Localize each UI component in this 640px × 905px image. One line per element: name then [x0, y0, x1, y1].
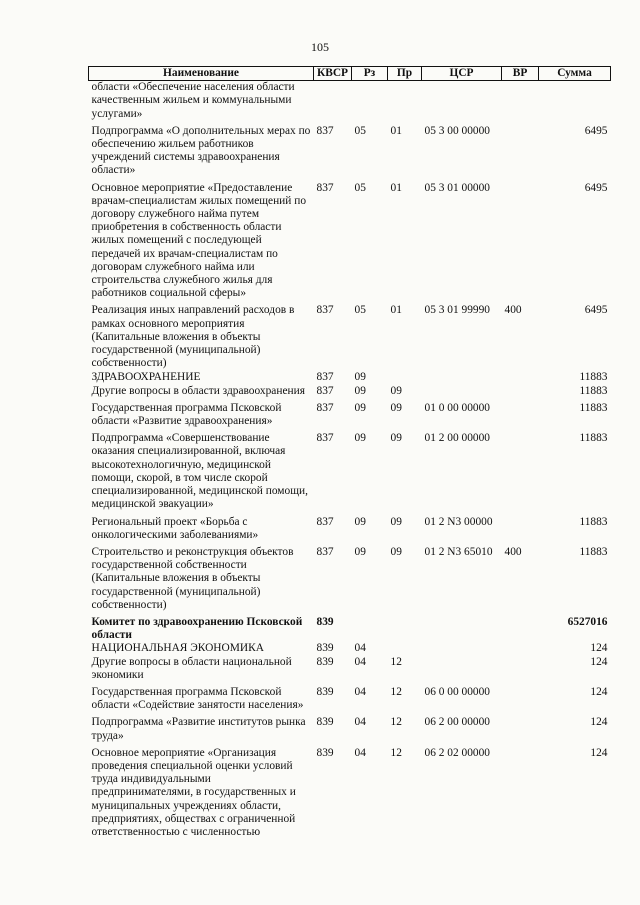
cell-name: Подпрограмма «Совершенствование оказания специализированной, включая высокотехнологичную, медицинской помощи, скорой, в том числе скорой специализированной, медицинской помощи, медицинской эвакуации»: [91, 432, 308, 511]
cell-name: ЗДРАВООХРАНЕНИЕ: [91, 371, 201, 384]
cell-kvsr: 837: [316, 515, 334, 528]
cell-sum: 11883: [579, 371, 608, 384]
table-row: [89, 428, 611, 511]
cell-name: области «Обеспечение населения области качественным жильем и коммунальными услугами»: [91, 81, 295, 120]
cell-name: Строительство и реконструкция объектов государственной собственности (Капитальные вложения в объекты государственной (муниципальной) собственности): [91, 545, 294, 611]
cell-vr: [502, 743, 539, 839]
cell-csr: 01 2 N3 00000: [424, 515, 493, 528]
cell-sum: 6495: [584, 181, 608, 194]
cell-rz: 09: [354, 371, 366, 384]
cell-vr: [502, 398, 539, 428]
cell-pr: [388, 370, 422, 384]
cell-sum: 124: [590, 685, 608, 698]
cell-pr: 09: [390, 401, 402, 414]
cell-vr: 400: [504, 304, 522, 317]
cell-sum: 11883: [579, 384, 608, 397]
cell-rz: 09: [354, 384, 366, 397]
budget-table: [88, 66, 611, 839]
cell-csr: 05 3 01 99990: [424, 304, 490, 317]
table-row: [89, 612, 611, 642]
cell-csr: [422, 612, 502, 642]
cell-pr: 09: [390, 515, 402, 528]
cell-vr: [502, 512, 539, 542]
cell-kvsr: 839: [316, 655, 334, 668]
cell-vr: [502, 656, 539, 682]
cell-vr: [502, 370, 539, 384]
cell-sum: 11883: [579, 401, 608, 414]
table-row: [89, 512, 611, 542]
cell-csr: 01 2 00 00000: [424, 432, 490, 445]
cell-pr: 12: [390, 685, 402, 698]
cell-rz: 04: [354, 716, 366, 729]
cell-rz: 05: [354, 181, 366, 194]
cell-kvsr: 837: [316, 384, 334, 397]
cell-rz: 09: [354, 401, 366, 414]
cell-kvsr: 839: [316, 615, 334, 628]
cell-csr: [422, 656, 502, 682]
table-row: [89, 300, 611, 370]
header-sum: Сумма: [539, 67, 611, 81]
table-row: [89, 81, 611, 121]
table-row: [89, 398, 611, 428]
cell-pr: 09: [390, 384, 402, 397]
cell-name: Государственная программа Псковской области «Содействие занятости населения»: [91, 685, 304, 712]
cell-rz: 04: [354, 746, 366, 759]
cell-rz: 05: [354, 124, 366, 137]
cell-kvsr: 839: [316, 642, 334, 655]
cell-csr: [422, 385, 502, 398]
cell-csr: 06 2 00 00000: [424, 716, 490, 729]
cell-vr: 400: [504, 545, 522, 558]
cell-vr: [502, 121, 539, 178]
cell-vr: [502, 712, 539, 742]
cell-pr: 12: [390, 746, 402, 759]
cell-sum: 124: [590, 746, 608, 759]
cell-pr: 09: [390, 432, 402, 445]
cell-sum: 6527016: [567, 615, 608, 628]
cell-name: Государственная программа Псковской области «Развитие здравоохранения»: [91, 401, 282, 428]
cell-name: Региональный проект «Борьба с онкологическими заболеваниями»: [91, 515, 259, 541]
cell-rz: 09: [354, 545, 366, 558]
cell-name: Подпрограмма «Развитие институтов рынка труда»: [91, 716, 306, 742]
header-pr: Пр: [388, 67, 422, 81]
cell-csr: 06 2 02 00000: [424, 746, 490, 759]
cell-kvsr: [314, 81, 352, 121]
cell-sum: 11883: [579, 432, 608, 445]
cell-kvsr: 837: [316, 432, 334, 445]
header-csr: ЦСР: [422, 67, 502, 81]
cell-name: Другие вопросы в области национальной экономики: [91, 655, 292, 681]
cell-sum: 11883: [579, 545, 608, 558]
cell-rz: [352, 612, 388, 642]
table-row: [89, 178, 611, 301]
table-header-row: [89, 67, 611, 81]
cell-csr: [422, 642, 502, 655]
cell-pr: 12: [390, 716, 402, 729]
cell-csr: 01 0 00 00000: [424, 401, 490, 414]
page-number: 105: [311, 40, 329, 54]
cell-pr: [388, 612, 422, 642]
table-row: [89, 656, 611, 682]
table-row: [89, 682, 611, 712]
cell-kvsr: 837: [316, 371, 334, 384]
cell-rz: 09: [354, 432, 366, 445]
header-vr: ВР: [502, 67, 539, 81]
cell-rz: [352, 81, 388, 121]
cell-rz: 05: [354, 304, 366, 317]
cell-sum: 124: [590, 716, 608, 729]
table-row: [89, 712, 611, 742]
cell-csr: 01 2 N3 65010: [424, 545, 493, 558]
cell-csr: 05 3 00 00000: [424, 124, 490, 137]
cell-sum: 124: [590, 655, 608, 668]
cell-kvsr: 837: [316, 181, 334, 194]
cell-name: Подпрограмма «О дополнительных мерах по обеспечению жильем работников учреждений системы здравоохранения области»: [91, 124, 311, 177]
cell-name: Другие вопросы в области здравоохранения: [91, 384, 305, 397]
cell-name: Основное мероприятие «Организация проведения специальной оценки условий труда индивидуальными предпринимателями, в государственных и муниципальных учреждениях области, предприятиях, обществах с ограниченной ответственностью с численностью: [91, 746, 296, 838]
cell-kvsr: 839: [316, 746, 334, 759]
cell-kvsr: 837: [316, 124, 334, 137]
cell-pr: 01: [390, 304, 402, 317]
cell-sum: [539, 81, 611, 121]
cell-kvsr: 837: [316, 545, 334, 558]
cell-name: НАЦИОНАЛЬНАЯ ЭКОНОМИКА: [91, 642, 264, 655]
header-rz: Рз: [352, 67, 388, 81]
table-row: [89, 370, 611, 384]
cell-vr: [502, 385, 539, 398]
table-row: [89, 642, 611, 655]
cell-kvsr: 837: [316, 401, 334, 414]
table-row: [89, 385, 611, 398]
cell-vr: [502, 428, 539, 511]
cell-csr: 06 0 00 00000: [424, 685, 490, 698]
cell-name: Основное мероприятие «Предоставление врачам-специалистам жилых помещений по договору служебного найма путем приобретения в собственность области жилых помещений с последующей передачей их врачам-специалистам по договорам служебного найма или строительства служебного жилья для работников социальной сферы»: [91, 181, 307, 300]
cell-csr: [422, 370, 502, 384]
cell-vr: [502, 81, 539, 121]
cell-pr: 01: [390, 124, 402, 137]
cell-pr: [388, 642, 422, 655]
cell-pr: [388, 81, 422, 121]
cell-pr: 12: [390, 655, 402, 668]
cell-kvsr: 837: [316, 304, 334, 317]
cell-sum: 124: [590, 642, 608, 655]
cell-vr: [502, 612, 539, 642]
cell-rz: 04: [354, 655, 366, 668]
cell-csr: 05 3 01 00000: [424, 181, 490, 194]
cell-vr: [502, 642, 539, 655]
cell-sum: 6495: [584, 124, 608, 137]
cell-name: Реализация иных направлений расходов в рамках основного мероприятия (Капитальные вложения в объекты государственной (муниципальной) собственности): [91, 304, 295, 370]
cell-sum: 11883: [579, 515, 608, 528]
cell-csr: [422, 81, 502, 121]
table-row: [89, 743, 611, 839]
cell-pr: 01: [390, 181, 402, 194]
cell-vr: [502, 682, 539, 712]
table-row: [89, 542, 611, 612]
header-kvsr: КВСР: [314, 67, 352, 81]
cell-vr: [502, 178, 539, 301]
cell-rz: 04: [354, 685, 366, 698]
cell-rz: 09: [354, 515, 366, 528]
cell-sum: 6495: [584, 304, 608, 317]
cell-name: Комитет по здравоохранению Псковской области: [91, 615, 303, 642]
cell-kvsr: 839: [316, 716, 334, 729]
cell-kvsr: 839: [316, 685, 334, 698]
cell-rz: 04: [354, 642, 366, 655]
header-name: Наименование: [89, 67, 314, 81]
table-row: [89, 121, 611, 178]
cell-pr: 09: [390, 545, 402, 558]
